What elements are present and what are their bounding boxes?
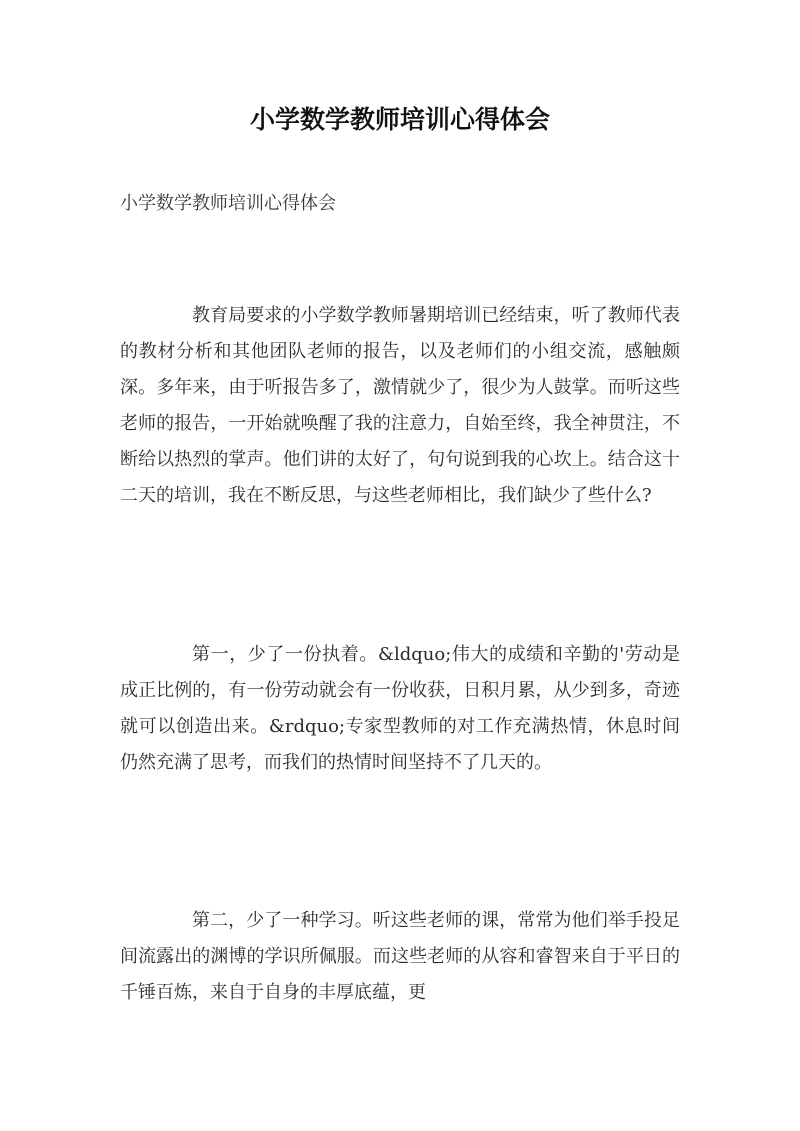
document-title: 小学数学教师培训心得体会 bbox=[249, 105, 550, 134]
paragraph-2: 第一，少了一份执着。&ldquo;伟大的成绩和辛勤的'劳动是成正比例的，有一份劳动就会有一份收获，日积月累，从少到多，奇迹就可以创造出来。&rdquo;专家型教师的对工作充满热情，休息时间仍然充满了思考，而我们的热情时间坚持不了几天的。 bbox=[120, 644, 680, 773]
paragraph-1: 教育局要求的小学数学教师暑期培训已经结束，听了教师代表的教材分析和其他团队老师的报告，以及老师们的小组交流，感触颇深。多年来，由于听报告多了，激情就少了，很少为人鼓掌。而听这些老师的报告，一开始就唤醒了我的注意力，自始至终，我全神贯注，不断给以热烈的掌声。他们讲的太好了，句句说到我的心坎上。结合这十二天的培训，我在不断反思，与这些老师相比，我们缺少了些什么? bbox=[120, 305, 680, 506]
document-subtitle: 小学数学教师培训心得体会 bbox=[120, 193, 336, 214]
paragraph-3: 第二，少了一种学习。听这些老师的课，常常为他们举手投足间流露出的渊博的学识所佩服。而这些老师的从容和睿智来自于平日的千锤百炼，来自于自身的丰厚底蕴，更 bbox=[120, 910, 680, 1003]
